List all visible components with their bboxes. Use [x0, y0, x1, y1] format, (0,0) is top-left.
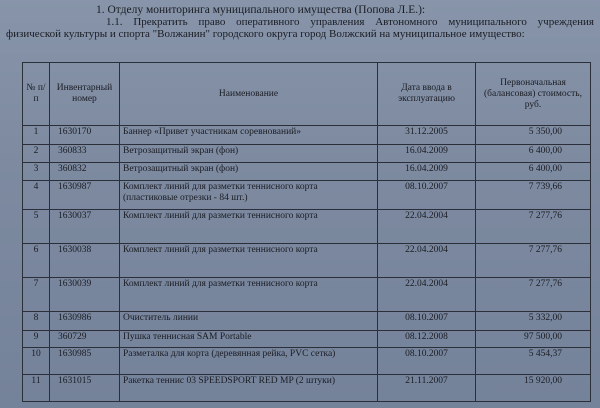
section-heading: 1. Отделу мониторинга муниципального имущества (Попова Л.Е.):	[96, 4, 426, 16]
inventory-number: 1630039	[50, 278, 120, 312]
inventory-number: 360832	[50, 163, 120, 181]
item-name: Пушка теннисная SAM Portable	[120, 331, 378, 348]
item-name: Ветрозащитный экран (фон)	[120, 163, 378, 181]
header-name: Наименование	[120, 63, 378, 126]
inventory-number: 1630038	[50, 244, 120, 278]
table-row	[23, 210, 591, 244]
row-number: 5	[23, 210, 50, 244]
item-name: Очиститель линии	[120, 312, 378, 331]
inventory-number: 1630985	[50, 348, 120, 375]
initial-cost: 6 400,00	[476, 163, 591, 181]
table-row	[23, 244, 591, 278]
table-row	[23, 145, 591, 163]
table-row	[23, 278, 591, 312]
commission-date: 08.10.2007	[378, 312, 476, 331]
table-row	[23, 331, 591, 348]
header-initial-cost: Первоначальная (балансовая) стоимость, руб.	[476, 63, 591, 126]
row-number: 10	[23, 348, 50, 375]
section-paragraph: 1.1. Прекратить право оперативного управления Автономного муниципального учреждения физической культуры и спорта "Волжанин" городского округа город Волжский на муниципальное имущество:	[6, 16, 594, 40]
table-header-row	[23, 63, 591, 126]
property-table	[22, 62, 591, 402]
commission-date: 08.12.2008	[378, 331, 476, 348]
initial-cost: 7 277,76	[476, 244, 591, 278]
inventory-number: 360729	[50, 331, 120, 348]
initial-cost: 97 500,00	[476, 331, 591, 348]
inventory-number: 1631015	[50, 375, 120, 402]
commission-date: 31.12.2005	[378, 126, 476, 145]
row-number: 6	[23, 244, 50, 278]
table-row	[23, 163, 591, 181]
commission-date: 22.04.2004	[378, 244, 476, 278]
row-number: 3	[23, 163, 50, 181]
inventory-number: 1630170	[50, 126, 120, 145]
row-number: 2	[23, 145, 50, 163]
row-number: 1	[23, 126, 50, 145]
row-number: 7	[23, 278, 50, 312]
header-commission-date: Дата ввода в эксплуатацию	[378, 63, 476, 126]
table-row	[23, 348, 591, 375]
commission-date: 16.04.2009	[378, 163, 476, 181]
row-number: 11	[23, 375, 50, 402]
initial-cost: 6 400,00	[476, 145, 591, 163]
table-row	[23, 126, 591, 145]
row-number: 8	[23, 312, 50, 331]
row-number: 4	[23, 181, 50, 210]
item-name: Комплект линий для разметки теннисного корта	[120, 210, 378, 244]
initial-cost: 7 277,76	[476, 210, 591, 244]
initial-cost: 7 277,76	[476, 278, 591, 312]
inventory-number: 1630037	[50, 210, 120, 244]
initial-cost: 5 350,00	[476, 126, 591, 145]
inventory-number: 1630986	[50, 312, 120, 331]
initial-cost: 5 332,00	[476, 312, 591, 331]
item-name: Комплект линий для разметки теннисного корта (пластиковые отрезки - 84 шт.)	[120, 181, 378, 210]
header-inventory-number: Инвентарный номер	[50, 63, 120, 126]
commission-date: 08.10.2007	[378, 181, 476, 210]
row-number: 9	[23, 331, 50, 348]
commission-date: 08.10.2007	[378, 348, 476, 375]
item-name: Баннер «Привет участникам соревнований»	[120, 126, 378, 145]
item-name: Ветрозащитный экран (фон)	[120, 145, 378, 163]
commission-date: 22.04.2004	[378, 210, 476, 244]
commission-date: 16.04.2009	[378, 145, 476, 163]
inventory-number: 1630987	[50, 181, 120, 210]
table-row	[23, 312, 591, 331]
item-name: Разметалка для корта (деревянная рейка, PVC сетка)	[120, 348, 378, 375]
table-row	[23, 375, 591, 402]
initial-cost: 7 739,66	[476, 181, 591, 210]
header-num: № п/п	[23, 63, 50, 126]
item-name: Комплект линий для разметки теннисного корта	[120, 278, 378, 312]
commission-date: 22.04.2004	[378, 278, 476, 312]
initial-cost: 15 920,00	[476, 375, 591, 402]
table-row	[23, 181, 591, 210]
item-name: Комплект линий для разметки теннисного корта	[120, 244, 378, 278]
inventory-number: 360833	[50, 145, 120, 163]
initial-cost: 5 454,37	[476, 348, 591, 375]
item-name: Ракетка теннис 03 SPEEDSPORT RED MP (2 штуки)	[120, 375, 378, 402]
commission-date: 21.11.2007	[378, 375, 476, 402]
